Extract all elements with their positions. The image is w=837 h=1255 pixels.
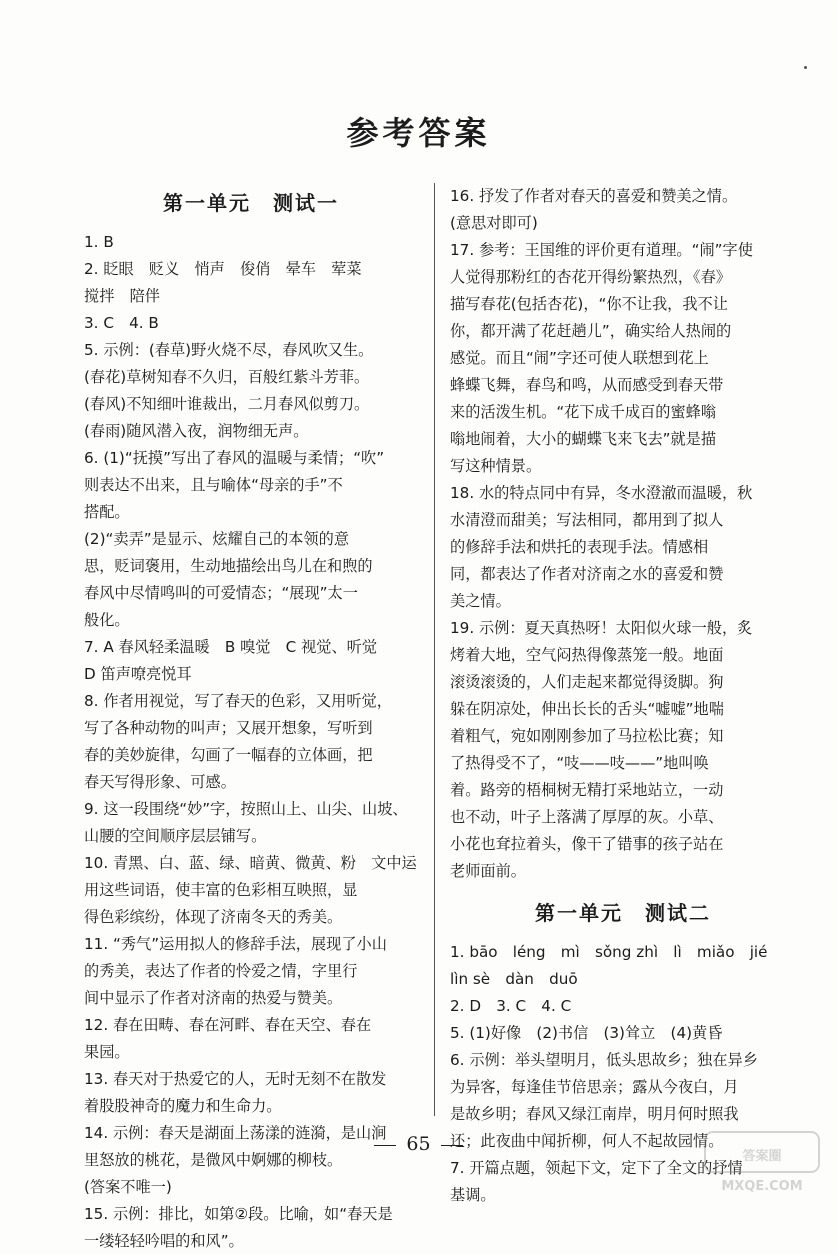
answer-line: 水清澄而甜美；写法相同，都用到了拟人 — [450, 511, 724, 529]
answer-item — [450, 939, 796, 993]
answer-line: 15. 示例：排比，如第②段。比喻，如“春天是 — [84, 1205, 393, 1223]
right-column — [450, 183, 796, 1209]
answer-line: 间中显示了作者对济南的热爱与赞美。 — [84, 989, 343, 1007]
answer-line: 感觉。而且“闹”字还可使人联想到花上 — [450, 349, 709, 367]
section-title-test-2 — [450, 893, 796, 933]
answer-line: 烤着大地，空气闷热得像蒸笼一般。地面 — [450, 646, 724, 664]
answer-line: 着。路旁的梧桐树无精打采地站立，一动 — [450, 781, 724, 799]
watermark-logo — [703, 1130, 821, 1196]
answer-line: 着粗气，宛如刚刚参加了马拉松比赛；知 — [450, 727, 724, 745]
answer-line: 6. (1)“抚摸”写出了春风的温暖与柔情；“吹” — [84, 449, 385, 467]
left-column — [84, 183, 418, 1255]
answer-item — [84, 931, 418, 1012]
answer-line: 得色彩缤纷，体现了济南冬天的秀美。 — [84, 908, 343, 926]
answer-item — [84, 1201, 418, 1255]
answer-line: 10. 青黑、白、蓝、绿、暗黄、微黄、粉 文中运 — [84, 854, 417, 872]
answer-line: 7. A 春风轻柔温暖 B 嗅觉 C 视觉、听觉 — [84, 638, 378, 656]
answer-item — [84, 229, 418, 256]
watermark-line1: 答案圈 — [742, 1149, 782, 1164]
answer-item — [84, 688, 418, 796]
answer-line: 你，都开满了花赶趟儿”，确实给人热闹的 — [450, 322, 732, 340]
answer-line: 小花也耷拉着头，像干了错事的孩子站在 — [450, 835, 724, 853]
answer-line: 11. “秀气”运用拟人的修辞手法，展现了小山 — [84, 935, 387, 953]
answer-line: 的秀美，表达了作者的怜爱之情，字里行 — [84, 962, 358, 980]
section-unit-label: 第一单元 — [535, 901, 623, 925]
answer-line: 19. 示例：夏天真热呀！太阳似火球一般，炙 — [450, 619, 753, 637]
answer-item — [84, 1066, 418, 1120]
answer-line: 3. C 4. B — [84, 314, 159, 332]
answer-line: 描写春花(包括杏花)，“你不让我，我不让 — [450, 295, 728, 313]
answer-item — [450, 1020, 796, 1047]
answer-item — [84, 337, 418, 445]
answer-line: (春雨)随风潜入夜，润物细无声。 — [84, 422, 309, 440]
answer-line: 嗡地闹着，大小的蝴蝶飞来飞去”就是描 — [450, 430, 717, 448]
answer-line: 来的活泼生机。“花下成千成百的蜜蜂嗡 — [450, 403, 717, 421]
answer-line: 14. 示例：春天是湖面上荡漾的涟漪，是山涧 — [84, 1124, 387, 1142]
section-test-label: 测试一 — [273, 191, 339, 215]
watermark-line2: MXQE.COM — [721, 1179, 803, 1194]
answer-line: 搅拌 陪伴 — [84, 287, 160, 305]
answer-line: 2. D 3. C 4. C — [450, 997, 572, 1015]
answer-list-right-top — [450, 183, 796, 885]
answer-line: 写这种情景。 — [450, 457, 542, 475]
column-divider — [434, 183, 435, 1116]
answer-line: 则表达不出来，且与喻体“母亲的手”不 — [84, 476, 343, 494]
answer-item — [450, 480, 796, 615]
answer-line: 18. 水的特点同中有异，冬水澄澈而温暖，秋 — [450, 484, 753, 502]
answer-line: 思，贬词褒用，生动地描绘出鸟儿在和煦的 — [84, 557, 373, 575]
answer-item — [84, 796, 418, 850]
answer-line: 春天写得形象、可感。 — [84, 773, 236, 791]
answer-line: 春的美妙旋律，勾画了一幅春的立体画，把 — [84, 746, 373, 764]
answer-line: (春风)不知细叶谁裁出，二月春风似剪刀。 — [84, 395, 370, 413]
answer-line: 美之情。 — [450, 592, 511, 610]
answer-line: 为异客，每逢佳节倍思亲；露从今夜白，月 — [450, 1078, 739, 1096]
answer-item — [84, 1012, 418, 1066]
answer-item — [84, 256, 418, 310]
answer-item — [84, 310, 418, 337]
answer-line: 是故乡明；春风又绿江南岸，明月何时照我 — [450, 1105, 739, 1123]
answer-line: D 笛声嘹亮悦耳 — [84, 665, 192, 683]
answer-item — [450, 993, 796, 1020]
answer-line: lìn sè dàn duō — [450, 970, 578, 988]
answer-line: 13. 春天对于热爱它的人，无时无刻不在散发 — [84, 1070, 387, 1088]
dash-right — [441, 1145, 463, 1146]
answer-line: 的修辞手法和烘托的表现手法。情感相 — [450, 538, 709, 556]
answer-line: 1. B — [84, 233, 114, 251]
answer-line: 7. 开篇点题，领起下文，定下了全文的抒情 — [450, 1159, 743, 1177]
answer-line: (答案不唯一) — [84, 1178, 172, 1196]
dash-left — [374, 1145, 396, 1146]
answer-line: 里怒放的桃花，是微风中婀娜的柳枝。 — [84, 1151, 343, 1169]
answer-line: 躲在阴凉处，伸出长长的舌头“嘘嘘”地喘 — [450, 700, 724, 718]
answer-line: 6. 示例：举头望明月，低头思故乡；独在异乡 — [450, 1051, 758, 1069]
page-title: 参考答案 — [346, 114, 491, 152]
answer-line: 一缕轻轻吟唱的和风”。 — [84, 1232, 244, 1250]
answer-line: 2. 眨眼 贬义 悄声 俊俏 晕车 荤菜 — [84, 260, 362, 278]
answer-line: 着股股神奇的魔力和生命力。 — [84, 1097, 282, 1115]
answer-line: 也不动，叶子上落满了厚厚的灰。小草、 — [450, 808, 724, 826]
answer-line: 了热得受不了，“吱——吱——”地叫唤 — [450, 754, 709, 772]
answer-item — [450, 615, 796, 885]
section-test-label: 测试二 — [645, 901, 711, 925]
answer-line: 16. 抒发了作者对春天的喜爱和赞美之情。 — [450, 187, 738, 205]
answer-line: 8. 作者用视觉，写了春天的色彩，又用听觉， — [84, 692, 392, 710]
answer-line: 蜂蝶飞舞，春鸟和鸣，从而感受到春天带 — [450, 376, 724, 394]
answer-item — [450, 237, 796, 480]
scan-mark — [804, 66, 807, 69]
answer-line: 1. bāo léng mì sǒng zhì lì miǎo jié — [450, 943, 768, 961]
section-unit-label: 第一单元 — [163, 191, 251, 215]
answer-line: 滚烫滚烫的，人们走起来都觉得烫脚。狗 — [450, 673, 724, 691]
answer-line: 般化。 — [84, 611, 130, 629]
answer-line: 搭配。 — [84, 503, 130, 521]
answer-line: 17. 参考：王国维的评价更有道理。“闹”字使 — [450, 241, 753, 259]
answer-line: 春风中尽情鸣叫的可爱情态；“展现”太一 — [84, 584, 358, 602]
answer-item — [84, 634, 418, 688]
answer-line: (春花)草树知春不久归，百般红紫斗芳菲。 — [84, 368, 370, 386]
answer-line: 用这些词语，使丰富的色彩相互映照，显 — [84, 881, 358, 899]
answer-line: (2)“卖弄”是显示、炫耀自己的本领的意 — [84, 530, 350, 548]
answer-line: 写了各种动物的叫声；又展开想象，写听到 — [84, 719, 373, 737]
section-title-test-1 — [84, 183, 418, 223]
answer-line: 同，都表达了作者对济南之水的喜爱和赞 — [450, 565, 724, 583]
answer-line: 基调。 — [450, 1186, 496, 1204]
answer-list-left — [84, 229, 418, 1255]
answer-line: 还；此夜曲中闻折柳，何人不起故园情。 — [450, 1132, 724, 1150]
answer-line: 老师面前。 — [450, 862, 526, 880]
answer-line: 5. (1)好像 (2)书信 (3)耸立 (4)黄昏 — [450, 1024, 723, 1042]
answer-line: 9. 这一段围绕“妙”字，按照山上、山尖、山坡、 — [84, 800, 408, 818]
answer-line: (意思对即可) — [450, 214, 538, 232]
answer-item — [84, 850, 418, 931]
answer-line: 果园。 — [84, 1043, 130, 1061]
answer-line: 山腰的空间顺序层层铺写。 — [84, 827, 267, 845]
answer-line: 12. 春在田畴、春在河畔、春在天空、春在 — [84, 1016, 372, 1034]
answer-line: 人觉得那粉红的杏花开得纷繁热烈，《春》 — [450, 268, 731, 286]
answer-item — [450, 183, 796, 237]
answer-item — [84, 445, 418, 634]
answer-line: 5. 示例：(春草)野火烧不尽，春风吹又生。 — [84, 341, 374, 359]
page-number: 65 — [406, 1133, 431, 1155]
